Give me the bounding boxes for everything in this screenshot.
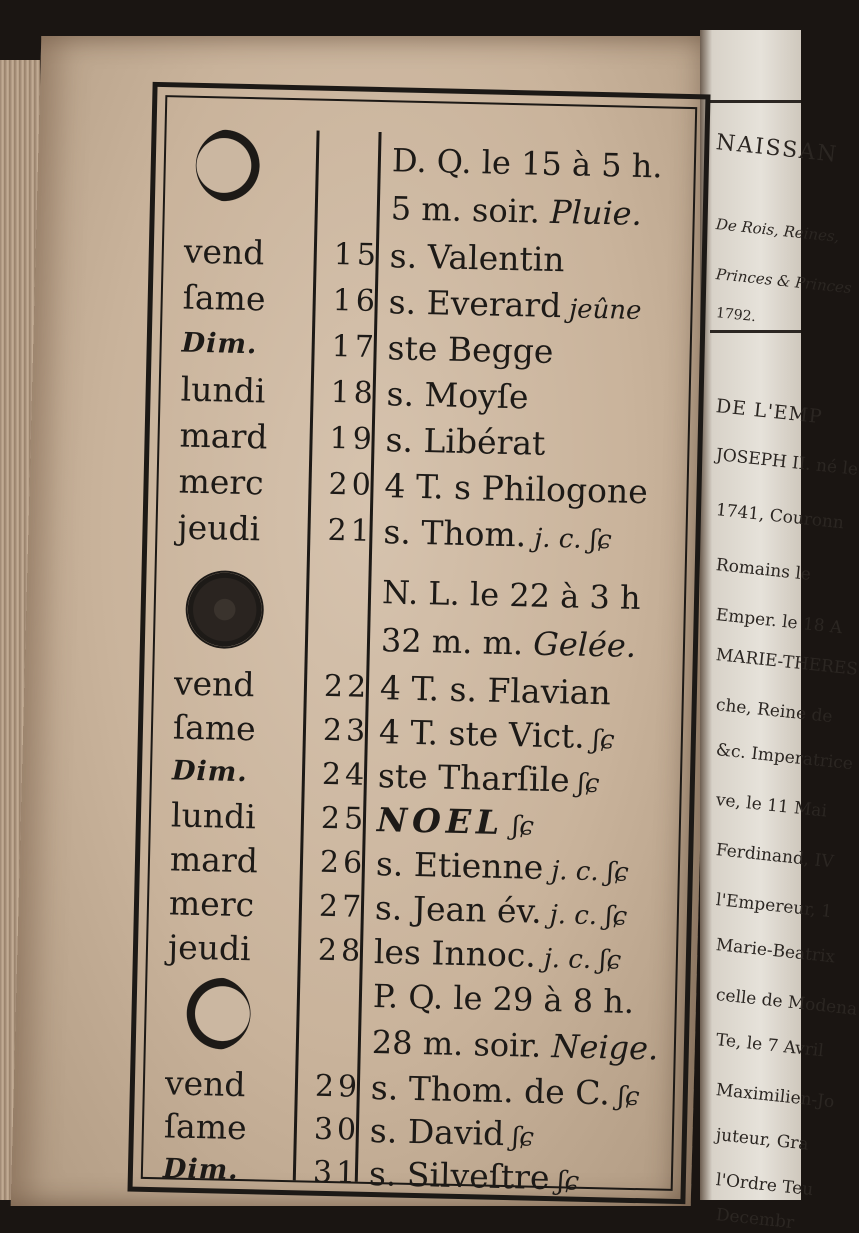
phase-weather: Gelée. (532, 624, 637, 665)
right-page-line: celle de Modena (714, 985, 859, 1020)
saint-name-text: 4 T. s Philogone (384, 466, 649, 512)
right-page-line: Princes & Princes (715, 265, 853, 298)
saint-name (385, 418, 554, 469)
saint-name-text: s. Libérat (385, 420, 546, 463)
day-abbrev: vend (173, 663, 256, 705)
calendar-frame (127, 82, 710, 1204)
saint-name (387, 326, 562, 377)
first-quarter-moon-icon (195, 128, 271, 204)
saint-name (384, 464, 656, 517)
day-number: 18 (330, 374, 378, 411)
day-number: 21 (327, 512, 375, 549)
day-abbrev: mard (169, 839, 259, 881)
feast-mark: ʃɕ (557, 1166, 580, 1197)
saint-name-text: s. Thom. de C. (370, 1068, 611, 1113)
phase-text (371, 1020, 658, 1070)
day-number: 27 (318, 888, 366, 925)
day-abbrev: Dim. (171, 755, 249, 789)
day-number: 23 (322, 712, 370, 749)
right-page-line: 1792. (715, 305, 757, 326)
feast-mark (536, 386, 537, 416)
saint-name-text: les Innoc. (373, 932, 537, 975)
day-abbrev: lundi (180, 369, 266, 411)
right-page-line: &c. Imperatrice (714, 740, 854, 775)
saint-name-text: s. Everard (388, 282, 562, 326)
feast-mark: j. c. ʃɕ (533, 523, 612, 556)
right-page-line: NAISSAN (714, 130, 840, 168)
saint-name (368, 1152, 579, 1204)
saint-name-text: ste Begge (387, 328, 554, 371)
day-number: 25 (320, 800, 368, 837)
feast-mark (561, 340, 562, 370)
saint-name (386, 372, 537, 422)
day-abbrev: Dim. (181, 327, 258, 361)
day-abbrev: jeudi (167, 927, 252, 969)
saint-name-text: s. Moyſe (386, 374, 530, 417)
right-page (700, 30, 859, 1233)
day-number: 20 (328, 466, 376, 503)
right-page-line: Emper. le 18 A (714, 605, 844, 639)
day-number: 16 (332, 282, 380, 319)
right-page-line: Ferdinand, IV (714, 840, 835, 873)
saint-name (383, 510, 612, 562)
phase-text: N. L. le 22 à 3 h (381, 573, 642, 618)
phase-text (381, 618, 637, 668)
right-page-line: l'Ordre Teu (714, 1170, 815, 1201)
right-page-line: Decembr (714, 1205, 796, 1233)
phase-text (390, 186, 642, 236)
day-number: 24 (321, 756, 369, 793)
right-page-line: 1741, Couronn (714, 500, 845, 534)
day-abbrev: lundi (170, 795, 257, 837)
phase-time: 28 m. soir. (371, 1023, 542, 1065)
saint-name-text: s. Etienne (375, 844, 544, 887)
day-number: 22 (323, 668, 371, 705)
feast-mark: j. c. ʃɕ (543, 943, 622, 976)
saint-name-text: s. Jean év. (374, 888, 543, 931)
feast-mark: jeûne (568, 294, 642, 326)
day-number: 29 (314, 1068, 362, 1105)
right-page-line: JOSEPH II. né le (714, 445, 859, 480)
feast-mark (553, 432, 554, 462)
phase-time: 5 m. soir. (390, 189, 541, 231)
day-number: 26 (319, 844, 367, 881)
feast-mark (655, 480, 656, 510)
day-abbrev: ſame (163, 1106, 248, 1148)
day-number: 17 (331, 328, 379, 365)
phase-text: P. Q. le 29 à 8 h. (372, 977, 635, 1021)
right-page-line: Romains le (714, 555, 812, 585)
right-page-line: juteur, Gra (714, 1125, 810, 1155)
feast-mark: j. c. ʃɕ (549, 900, 628, 932)
right-page-line: Te, le 7 Avril (714, 1030, 825, 1062)
right-page-line: De Rois, Reines, (715, 215, 841, 246)
calendar-inner-frame (141, 95, 697, 1198)
feast-mark: ʃɕ (511, 1122, 535, 1153)
phase-weather: Pluie. (549, 192, 643, 233)
day-abbrev: Dim. (162, 1153, 239, 1187)
feast-mark (572, 248, 573, 278)
saint-name (376, 798, 534, 849)
saint-name-text: s. Thom. (383, 512, 527, 555)
last-quarter-moon-icon (176, 976, 252, 1052)
right-page-line: Maximilien-Jo (714, 1080, 836, 1113)
day-abbrev: ſame (182, 277, 266, 319)
day-number: 19 (329, 420, 377, 457)
day-abbrev: ſame (172, 707, 257, 749)
saint-name-text: s. Valentin (389, 236, 565, 280)
new-moon-icon (185, 570, 265, 650)
saint-name-text: NOEL (376, 800, 505, 842)
day-abbrev: vend (164, 1063, 246, 1105)
right-page-line: ve, le 11 Mai (714, 790, 828, 822)
saint-name-text: 4 T. s. Flavian (379, 668, 612, 713)
day-abbrev: mard (179, 415, 268, 457)
right-page-line: DE L'EMP (714, 395, 824, 429)
day-abbrev: vend (183, 231, 265, 273)
right-page-line: che, Reine de (714, 695, 834, 728)
feast-mark: ʃɕ (577, 768, 600, 800)
right-page-rule (710, 330, 801, 333)
day-abbrev: merc (168, 883, 255, 925)
saint-name-text: s. Silveſtre (368, 1154, 550, 1198)
day-number: 30 (313, 1111, 361, 1148)
saint-name-text: 4 T. ste Vict. (378, 712, 586, 756)
feast-mark: ʃɕ (617, 1081, 640, 1113)
saint-name (388, 280, 642, 333)
feast-mark: ʃɕ (511, 811, 535, 842)
saint-name-text: s. David (369, 1111, 505, 1154)
feast-mark: j. c. ʃɕ (550, 856, 629, 888)
phase-text: D. Q. le 15 à 5 h. (391, 141, 663, 186)
right-page-line: MARIE-THERES (714, 645, 859, 680)
right-page-rule (710, 100, 801, 103)
feast-mark (618, 682, 619, 712)
phase-weather: Neige. (551, 1027, 659, 1068)
feast-mark: ʃɕ (592, 724, 615, 756)
saint-name-text: ste Tharſile (377, 756, 571, 800)
phase-time: 32 m. m. (380, 621, 524, 663)
right-page-line: Marie-Beatrix (714, 935, 836, 968)
day-number: 28 (317, 932, 365, 969)
saint-name (389, 234, 573, 285)
right-page-line: l'Empereur, 1 (714, 890, 834, 923)
day-abbrev: merc (178, 461, 265, 503)
day-abbrev: jeudi (177, 507, 261, 549)
day-number: 15 (333, 236, 381, 274)
day-number: 31 (312, 1154, 360, 1191)
